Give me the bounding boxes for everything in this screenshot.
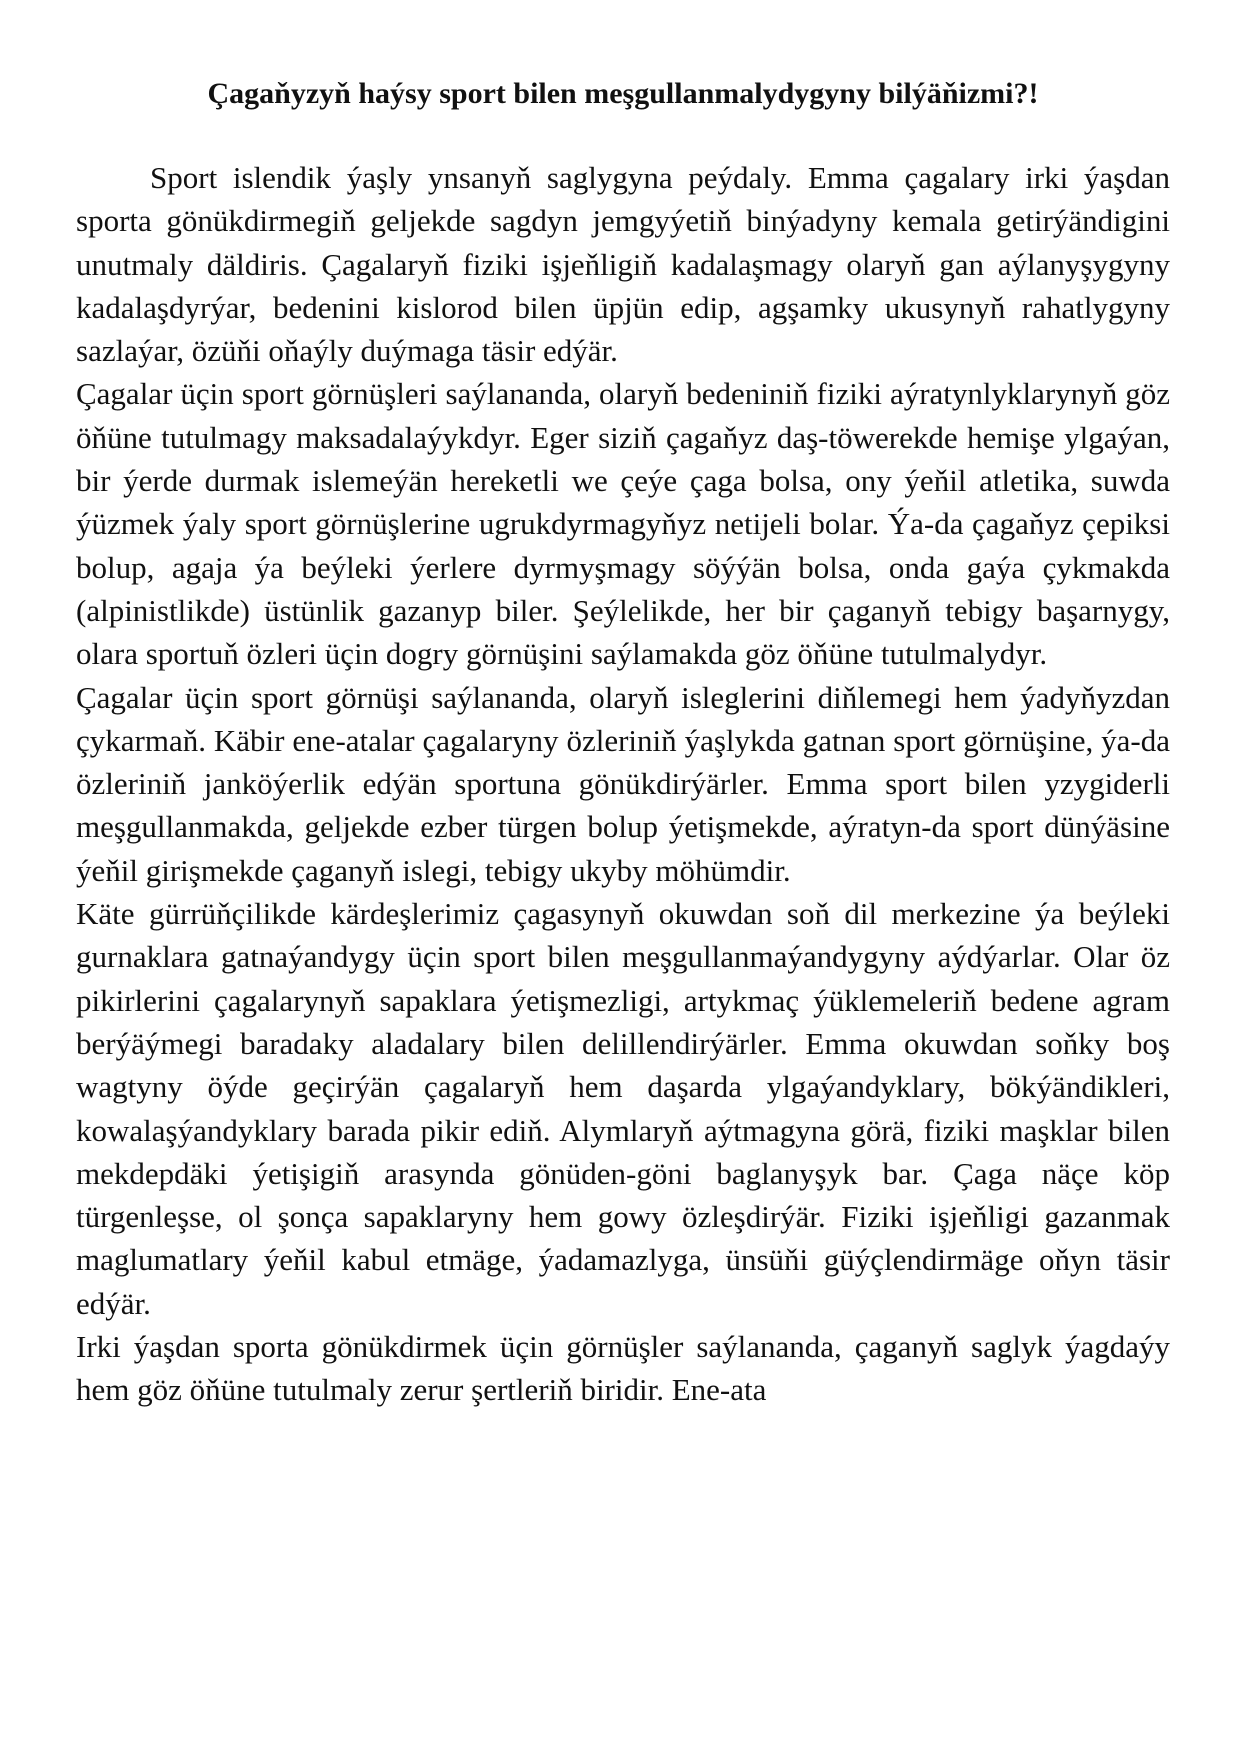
paragraph-3: Çagalar üçin sport görnüşi saýlananda, olaryň isleglerini diňlemegi hem ýadyňyzdan çykarmaň. Käbir ene-atalar çagalaryny özleriniň ýaşlykda gatnan sport görnüşine, ýa-da özleriniň janköýerlik edýän sportuna gönükdirýärler. Emma sport bilen yzygiderli meşgullanmakda, geljekde ezber türgen bolup ýetişmekde, aýratyn-da sport dünýäsine ýeňil girişmekde çaganyň islegi, tebigy ukyby möhümdir. bbox=[76, 679, 1170, 888]
paragraph-2: Çagalar üçin sport görnüşleri saýlananda, olaryň bedeniniň fiziki aýratynlyklarynyň göz öňüne tutulmagy maksadalaýykdyr. Eger siziň çagaňyz daş-töwerekde hemişe ylgaýan, bir ýerde durmak islemeýän hereketli we çeýe çaga bolsa, ony ýeňil atletika, suwda ýüzmek ýaly sport görnüşlerine ugrukdyrmagyňyz netijeli bolar. Ýa-da çagaňyz çepiksi bolup, agaja ýa beýleki ýerlere dyrmyşmagy söýýän bolsa, onda gaýa çykmakda (alpinistlikde) üstünlik gazanyp biler. Şeýlelikde, her bir çaganyň tebigy başarnygy, olara sportuň özleri üçin dogry görnüşini saýlamakda göz öňüne tutulmalydyr. bbox=[76, 376, 1170, 672]
paragraph-5: Irki ýaşdan sporta gönükdirmek üçin görnüşler saýlananda, çaganyň saglyk ýagdaýy hem göz öňüne tutulmaly zerur şertleriň biridir. Ene-ata bbox=[76, 1329, 1170, 1408]
document-title: Çagaňyzyň haýsy sport bilen meşgullanmalydygyny bilýäňizmi?! bbox=[207, 77, 1039, 110]
paragraph-4: Käte gürrüňçilikde kärdeşlerimiz çagasynyň okuwdan soň dil merkezine ýa beýleki gurnaklara gatnaýandygy üçin sport bilen meşgullanmaýandygyny aýdýarlar. Olar öz pikirlerini çagalarynyň sapaklara ýetişmezligi, artykmaç ýüklemeleriň bedene agram berýäýmegi baradaky aladalary bilen delillendirýärler. Emma okuwdan soňky boş wagtyny öýde geçirýän çagalaryň hem daşarda ylgaýandyklary, bökýändikleri, kowalaşýandyklary barada pikir ediň. Alymlaryň aýtmagyna görä, fiziki maşklar bilen mekdepdäki ýetişigiň arasynda gönüden-göni baglanyşyk bar. Çaga näçe köp türgenleşse, ol şonça sapaklaryny hem gowy özleşdirýär. Fiziki işjeňligi gazanmak maglumatlary ýeňil kabul etmäge, ýadamazlyga, ünsüňi güýçlendirmäge oňyn täsir edýär. bbox=[76, 896, 1170, 1321]
document-page bbox=[76, 72, 1170, 1412]
paragraph-1: Sport islendik ýaşly ynsanyň saglygyna peýdaly. Emma çagalary irki ýaşdan sporta gönükdirmegiň geljekde sagdyn jemgyýetiň binýadyny kemala getirýändigini unutmaly däldiris. Çagalaryň fiziki işjeňligiň kadalaşmagy olaryň gan aýlanyşygyny kadalaşdyrýar, bedenini kislorod bilen üpjün edip, agşamky ukusynyň rahatlygyny sazlaýar, özüňi oňaýly duýmaga täsir edýär. bbox=[76, 160, 1170, 369]
